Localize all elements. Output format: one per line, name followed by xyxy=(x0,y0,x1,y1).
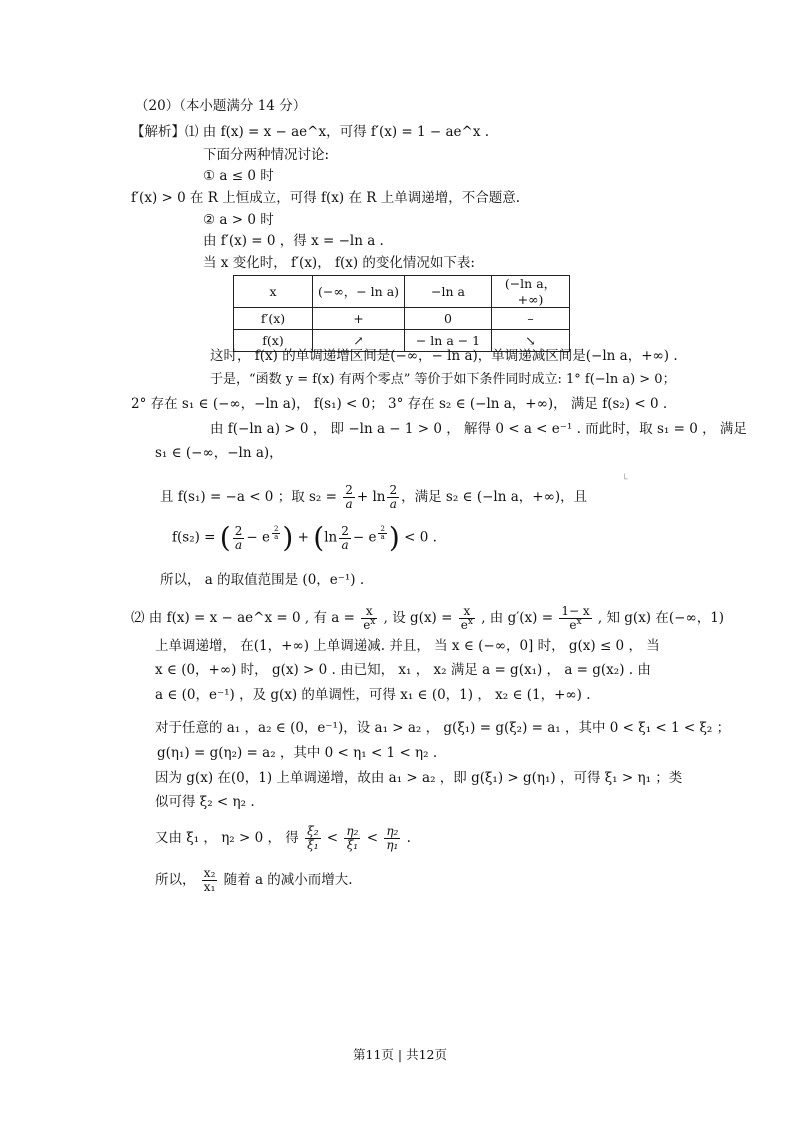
part-2-line-9-end: . xyxy=(402,830,411,846)
fraction-eta2-over-xi1: $\frac{\text{η₂}}{\text{ξ₁}}$ xyxy=(346,824,359,852)
part-2-line-1a: ⑵ 由 f(x) = x − ae^x = 0 , 有 a = xyxy=(131,610,360,626)
fraction-2-over-a: $\frac{2}{a}$ xyxy=(234,523,243,552)
fraction-2-over-a: $\frac{2}{a}$ xyxy=(341,523,349,552)
table-cell: 0 xyxy=(405,308,492,330)
fraction-2-over-a: $\frac{2}{a}$ xyxy=(345,483,353,511)
table-cell: x xyxy=(234,276,313,308)
analysis-line-1: 【解析】⑴ 由 f(x) = x − ae^x，可得 f′(x) = 1 − ae^x . xyxy=(131,124,490,140)
part-2-line-7: 因为 g(x) 在(0，1) 上单调递增，故由 a₁ > a₂ ，即 g(ξ₁) > g(η₁) ，可得 ξ₁ > η₁ ；类 xyxy=(155,770,683,786)
table-cell: ↗ xyxy=(313,330,405,352)
fraction-1-minus-x-over-ex: $\frac{1- x}{e^x}$ xyxy=(561,604,590,632)
f-s2-label: f(s₂) = xyxy=(172,529,220,546)
conditions-2-3: 2° 存在 s₁ ∈ (−∞，−ln a)， f(s₁) < 0； 3° 存在 s₂ ∈ (−ln a，+∞)， 满足 f(s₂) < 0 . xyxy=(131,396,668,412)
fraction-2-over-a: 2 a xyxy=(380,525,385,541)
problem-header: （20）（本小题满分 14 分） xyxy=(135,98,307,114)
part-2-line-5: 对于任意的 a₁ ，a₂ ∈ (0，e⁻¹)，设 a₁ > a₂ ， g(ξ₁) = g(ξ₂) = a₁ ，其中 0 < ξ₁ < 1 < ξ₂ ； xyxy=(155,720,731,736)
monotone-intervals: 这时， f(x) 的单调递增区间是(−∞，− ln a)，单调递减区间是(−ln a，+∞) . xyxy=(210,348,678,364)
equivalence-conditions: 于是，“函数 y = f(x) 有两个零点” 等价于如下条件同时成立: 1° f(−ln a) > 0； xyxy=(210,372,676,387)
table-row xyxy=(234,276,570,308)
part-2-conclusion-a: 所以， xyxy=(155,872,200,888)
fraction-x-over-ex: $\frac{x}{e^x}$ xyxy=(460,604,473,632)
variation-table xyxy=(233,275,570,352)
table-cell: f(x) xyxy=(234,330,313,352)
fraction-2-over-a: 2 a xyxy=(273,525,279,541)
table-intro: 当 x 变化时， f′(x)， f(x) 的变化情况如下表: xyxy=(203,255,475,271)
case-2-solve: 由 f′(x) = 0 ，得 x = −ln a . xyxy=(203,233,384,249)
fraction-xi2-over-xi1: $\frac{\text{ξ₂}}{\text{ξ₁}}$ xyxy=(307,824,319,852)
fraction-x2-over-x1: $\frac{\text{x₂}}{\text{x₁}}$ xyxy=(203,866,216,894)
part-2-line-8: 似可得 ξ₂ < η₂ . xyxy=(155,794,255,810)
part-2-line-1c: , 由 g′(x) = xyxy=(476,610,558,626)
part-2-line-2: 上单调递增， 在(1，+∞) 上单调递减. 并且， 当 x ∈ (−∞，0] 时， g(x) ≤ 0 ， 当 xyxy=(155,638,660,654)
fraction-eta2-over-eta1: $\frac{\text{η₂}}{\text{η₁}}$ xyxy=(386,824,399,852)
part-2-line-1 xyxy=(131,605,724,632)
scan-mark: └ xyxy=(622,475,628,485)
table-cell: + xyxy=(313,308,405,330)
part-2-conclusion xyxy=(155,867,353,894)
table-cell: (−∞，− ln a) xyxy=(313,276,405,308)
s1-range: s₁ ∈ (−∞，−ln a)， xyxy=(155,445,283,461)
choose-s2-text-b: ，满足 s₂ ∈ (−ln a，+∞)，且 xyxy=(401,489,588,505)
part-2-line-9: 又由 ξ₁ ， η₂ > 0 ， 得 $\frac{\text{ξ₂}}{\text{ξ₁}}$ < $\frac{\text{η₂}}{\text{ξ₁}}$ < $\frac{\text{η₂}}{\text{η₁}}$ . xyxy=(155,824,411,852)
part-2-conclusion-b: 随着 a 的减小而增大. xyxy=(219,872,353,888)
page-footer: 第11页 | 共12页 xyxy=(353,1047,447,1062)
part-2-line-1d: , 知 g(x) 在(−∞，1) xyxy=(593,610,725,626)
case-1-body: f′(x) > 0 在 R 上恒成立，可得 f(x) 在 R 上单调递增，不合题意. xyxy=(131,190,520,206)
table-cell: −ln a xyxy=(405,276,492,308)
conclusion-part-1: 所以， a 的取值范围是 (0，e⁻¹) . xyxy=(160,572,365,588)
table-cell: ↘ xyxy=(492,330,570,352)
choose-s2-text-a: 且 f(s₁) = −a < 0 ；取 s₂ = xyxy=(160,489,342,505)
fraction-x-over-ex: $\frac{x}{e^x}$ xyxy=(363,604,376,632)
discussion-intro: 下面分两种情况讨论: xyxy=(203,147,330,163)
table-cell: − ln a − 1 xyxy=(405,330,492,352)
table-cell: – xyxy=(492,308,570,330)
case-2-title: ② a > 0 时 xyxy=(203,212,274,228)
table-cell: f′(x) xyxy=(234,308,313,330)
part-2-line-4: a ∈ (0，e⁻¹) ，及 g(x) 的单调性，可得 x₁ ∈ (0，1) ， x₂ ∈ (1，+∞) . xyxy=(155,687,591,703)
part-2-line-6: g(η₁) = g(η₂) = a₂ ，其中 0 < η₁ < 1 < η₂ . xyxy=(157,745,438,761)
table-cell: (−ln a，+∞) xyxy=(492,276,570,308)
part-2-line-9a: 又由 ξ₁ ， η₂ > 0 ， 得 xyxy=(155,830,304,846)
f-s2-expression: f(s₂) = ( $\frac{2}{a}$ − e $^{\frac{2}{a}}$ ) + (ln $\frac{2}{a}$ − e $^{\frac{2}{a}}$ ) < 0 . xyxy=(172,521,437,554)
table-row xyxy=(234,308,570,330)
part-2-line-3: x ∈ (0，+∞) 时， g(x) > 0 . 由已知， x₁ ， x₂ 满足 a = g(x₁) ， a = g(x₂) . 由 xyxy=(155,662,651,678)
choose-s2-line: 且 f(s₁) = −a < 0 ；取 s₂ = $\frac{2}{a}$ + ln $\frac{2}{a}$ ，满足 s₂ ∈ (−ln a，+∞)，且 xyxy=(160,483,588,511)
case-1-title: ① a ≤ 0 时 xyxy=(203,168,274,184)
fraction-2-over-a: $\frac{2}{a}$ xyxy=(389,483,398,511)
f-s2-tail: < 0 . xyxy=(399,529,437,546)
solve-a-range: 由 f(−ln a) > 0 ， 即 −ln a − 1 > 0 ， 解得 0 < a < e⁻¹ . 而此时，取 s₁ = 0 ， 满足 xyxy=(210,421,747,437)
part-2-line-1b: , 设 g(x) = xyxy=(379,610,457,626)
